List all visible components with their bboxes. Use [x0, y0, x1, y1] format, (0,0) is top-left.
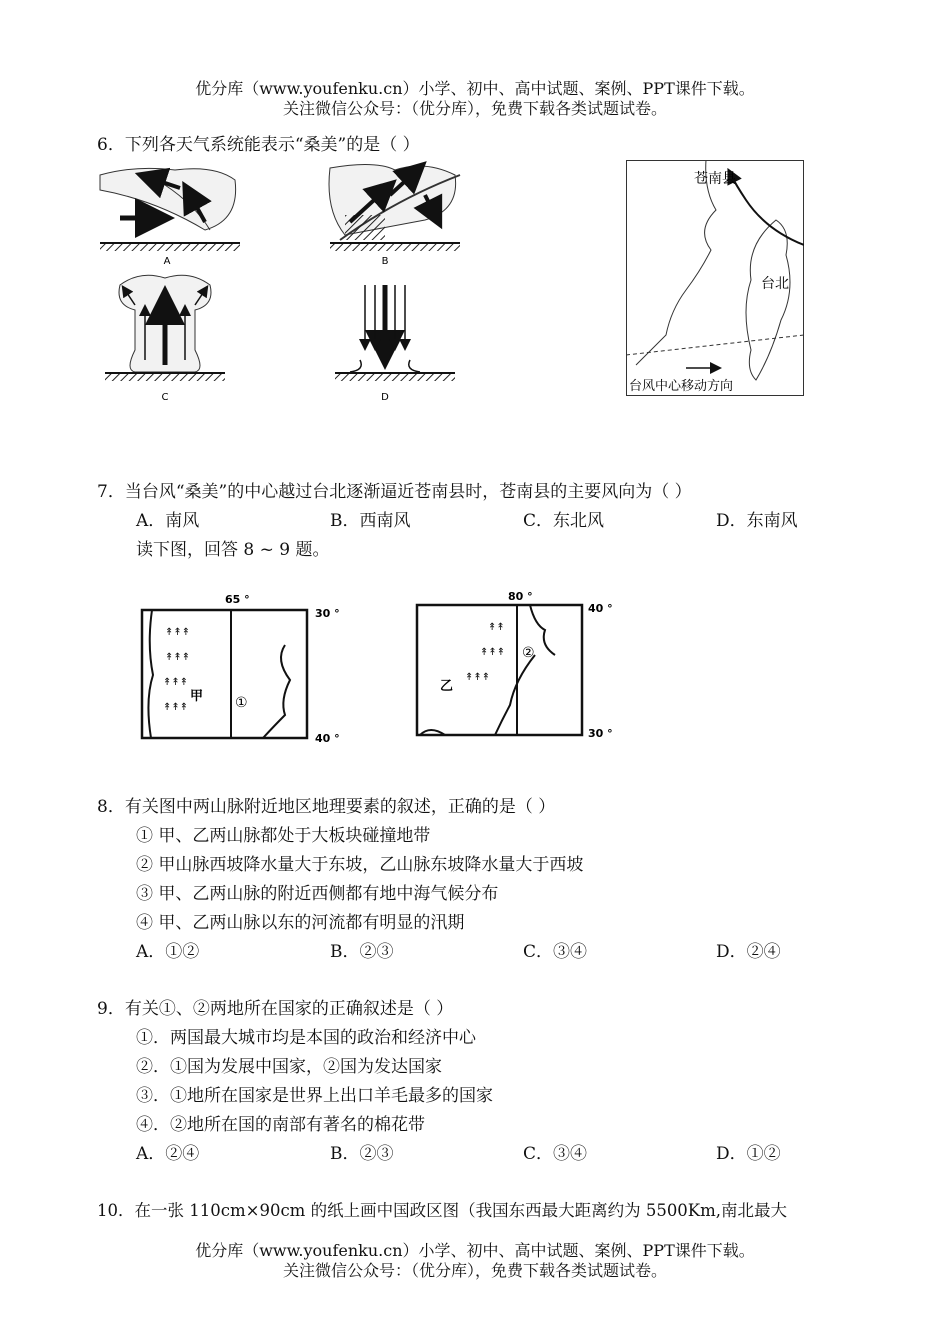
- label-a: A: [163, 256, 171, 267]
- footer-line-2: 关注微信公众号：（优分库），免费下载各类试题试卷。: [282, 1261, 667, 1280]
- read-note: 读下图，回答 8 ~ 9 题。: [136, 540, 330, 560]
- q8-item-4: ④ 甲、乙两山脉以东的河流都有明显的汛期: [136, 913, 465, 933]
- q8-option-d: D．②④: [716, 942, 781, 962]
- label-d: D: [381, 392, 389, 403]
- q8-item-1: ① 甲、乙两山脉都处于大板块碰撞地带: [136, 826, 431, 846]
- q8-option-b: B．②③: [330, 942, 394, 962]
- label-b: B: [381, 256, 389, 267]
- q8-option-c: C．③④: [523, 942, 588, 962]
- svg-text:↟↟↟: ↟↟↟: [465, 672, 491, 683]
- label-c: C: [161, 392, 169, 403]
- map-right-mountain: 乙: [440, 679, 454, 694]
- map-left-lat-bottom: 40 °: [315, 732, 340, 745]
- svg-text:↟↟↟: ↟↟↟: [165, 652, 191, 663]
- question-6: 6．下列各天气系统能表示“桑美”的是（ ）: [97, 135, 420, 155]
- q9-item-4: ④．②地所在国的南部有著名的棉花带: [136, 1115, 425, 1135]
- footer-line-1: 优分库（www.youfenku.cn）小学、初中、高中试题、案例、PPT课件下载。: [195, 1241, 755, 1260]
- svg-text:↟↟↟: ↟↟↟: [480, 647, 506, 658]
- q7-option-c: C．东北风: [523, 511, 605, 531]
- diagram-a: [100, 168, 240, 267]
- typhoon-map: [626, 160, 804, 396]
- svg-text:↟↟: ↟↟: [488, 622, 505, 633]
- q7-option-a: A．南风: [136, 511, 200, 531]
- map-left: [135, 585, 350, 745]
- q9-item-3: ③．①地所在国家是世界上出口羊毛最多的国家: [136, 1086, 493, 1106]
- q9-option-d: D．①②: [716, 1144, 781, 1164]
- q9-item-1: ①．两国最大城市均是本国的政治和经济中心: [136, 1028, 476, 1048]
- diagram-b: [329, 164, 460, 267]
- header-line-2: 关注微信公众号：（优分库），免费下载各类试题试卷。: [282, 99, 667, 118]
- map-right: [410, 585, 630, 745]
- q8-item-2: ② 甲山脉西坡降水量大于东坡，乙山脉东坡降水量大于西坡: [136, 855, 584, 875]
- map-left-lat-top: 30 °: [315, 607, 340, 620]
- map-right-lat-bottom: 30 °: [588, 727, 613, 740]
- question-10: 10．在一张 110cm×90cm 的纸上画中国政区图（我国东西最大距离约为 5500Km,南北最大: [97, 1201, 788, 1220]
- header-line-1: 优分库（www.youfenku.cn）小学、初中、高中试题、案例、PPT课件下载。: [195, 79, 755, 98]
- q8-item-3: ③ 甲、乙两山脉的附近西侧都有地中海气候分布: [136, 884, 499, 904]
- q9-item-2: ②．①国为发展中国家，②国为发达国家: [136, 1057, 442, 1077]
- map-left-lon: 65 °: [225, 593, 250, 606]
- map-left-place: ①: [235, 695, 248, 711]
- map-right-lon: 80 °: [508, 590, 533, 603]
- q9-option-a: A．②④: [136, 1144, 200, 1164]
- city-cangnan: 苍南县: [694, 171, 736, 187]
- question-7: 7．当台风“桑美”的中心越过台北逐渐逼近苍南县时，苍南县的主要风向为（ ）: [97, 482, 692, 502]
- svg-text:↟↟↟: ↟↟↟: [163, 702, 189, 713]
- q7-option-b: B．西南风: [330, 511, 411, 531]
- city-taipei: 台北: [761, 276, 789, 292]
- map-left-mountain: 甲: [190, 689, 204, 704]
- map-right-lat-top: 40 °: [588, 602, 613, 615]
- svg-text:↟↟↟: ↟↟↟: [163, 677, 189, 688]
- diagram-c: [105, 275, 225, 403]
- q9-option-b: B．②③: [330, 1144, 394, 1164]
- q8-option-a: A．①②: [136, 942, 200, 962]
- map-right-place: ②: [522, 645, 535, 661]
- diagram-d: [335, 285, 455, 403]
- question-8: 8．有关图中两山脉附近地区地理要素的叙述，正确的是（ ）: [97, 797, 556, 817]
- weather-system-diagrams: [95, 160, 470, 405]
- svg-text:↟↟↟: ↟↟↟: [165, 627, 191, 638]
- q7-option-d: D．东南风: [716, 511, 798, 531]
- typhoon-legend: 台风中心移动方向: [629, 379, 734, 394]
- q9-option-c: C．③④: [523, 1144, 588, 1164]
- question-9: 9．有关①、②两地所在国家的正确叙述是（ ）: [97, 999, 454, 1019]
